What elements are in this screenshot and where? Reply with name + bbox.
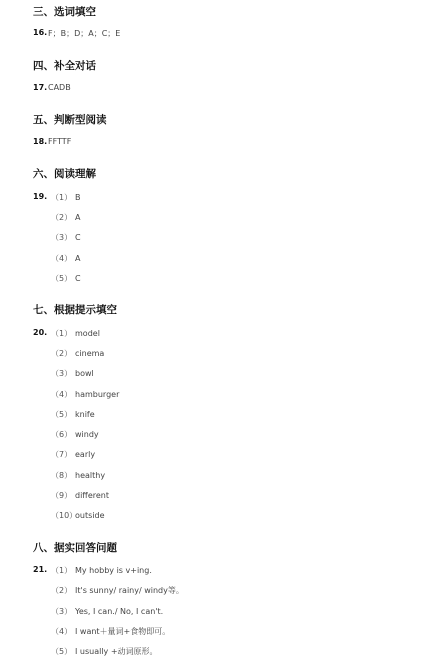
item-text: A — [75, 254, 81, 263]
item-text: A — [75, 213, 81, 222]
answer-17: CADB — [48, 83, 71, 92]
answer-item — [51, 470, 105, 481]
answer-item — [51, 409, 95, 420]
item-label: （5） — [51, 410, 73, 419]
item-text: cinema — [75, 349, 105, 358]
answer-item — [51, 646, 158, 657]
answer-item — [51, 565, 152, 576]
answer-item — [51, 510, 105, 521]
item-label: （10） — [51, 511, 78, 520]
item-text: bowl — [75, 369, 94, 378]
answer-item — [51, 626, 170, 637]
answer-18: FFTTF — [48, 137, 72, 146]
item-label: （3） — [51, 369, 73, 378]
item-text: B — [75, 193, 81, 202]
item-text: C — [75, 233, 81, 242]
item-label: （9） — [51, 491, 73, 500]
item-label: （6） — [51, 430, 73, 439]
item-label: （4） — [51, 627, 73, 636]
question-number-18: 18. — [33, 137, 48, 146]
answer-item — [51, 368, 94, 379]
item-label: （1） — [51, 193, 73, 202]
item-text: different — [75, 491, 109, 500]
question-number-21: 21. — [33, 565, 48, 574]
item-label: （7） — [51, 450, 73, 459]
item-label: （3） — [51, 607, 73, 616]
section-heading-4: 四、补全对话 — [33, 60, 96, 72]
item-text: My hobby is v+ing. — [75, 566, 152, 575]
item-label: （4） — [51, 254, 73, 263]
section-heading-3: 三、选词填空 — [33, 6, 96, 18]
item-label: （5） — [51, 274, 73, 283]
answer-item — [51, 429, 99, 440]
answer-item — [51, 348, 104, 359]
answer-item — [51, 606, 163, 617]
answer-item — [51, 389, 119, 400]
item-text: outside — [75, 511, 105, 520]
item-text: model — [75, 329, 100, 338]
section-heading-6: 六、阅读理解 — [33, 168, 96, 180]
item-text: hamburger — [75, 390, 120, 399]
item-label: （2） — [51, 349, 73, 358]
answer-item — [51, 449, 95, 460]
question-number-17: 17. — [33, 83, 48, 92]
answer-item — [51, 585, 184, 596]
item-text: windy — [75, 430, 99, 439]
item-label: （8） — [51, 471, 73, 480]
section-heading-5: 五、判断型阅读 — [33, 114, 107, 126]
section-heading-8: 八、据实回答问题 — [33, 542, 117, 554]
item-label: （4） — [51, 390, 73, 399]
answer-item — [51, 192, 81, 203]
item-label: （1） — [51, 566, 73, 575]
answer-item — [51, 328, 100, 339]
item-text: I want＋量词+食物即可。 — [75, 627, 171, 636]
item-text: healthy — [75, 471, 106, 480]
question-number-20: 20. — [33, 328, 48, 337]
item-text: early — [75, 450, 96, 459]
answer-item — [51, 232, 81, 243]
answer-item — [51, 212, 80, 223]
answer-item — [51, 490, 109, 501]
answer-16: F；B；D；A；C；E — [48, 29, 121, 38]
item-text: Yes, I can./ No, I can't. — [75, 607, 164, 616]
item-label: （5） — [51, 647, 73, 656]
item-label: （3） — [51, 233, 73, 242]
item-label: （2） — [51, 213, 73, 222]
item-label: （2） — [51, 586, 73, 595]
answer-item — [51, 253, 80, 264]
answer-item — [51, 273, 81, 284]
item-text: It's sunny/ rainy/ windy等。 — [75, 586, 184, 595]
item-label: （1） — [51, 329, 73, 338]
item-text: I usually +动词原形。 — [75, 647, 158, 656]
section-heading-7: 七、根据提示填空 — [33, 304, 117, 316]
item-text: C — [75, 274, 81, 283]
item-text: knife — [75, 410, 95, 419]
question-number-19: 19. — [33, 192, 48, 201]
question-number-16: 16. — [33, 28, 48, 37]
